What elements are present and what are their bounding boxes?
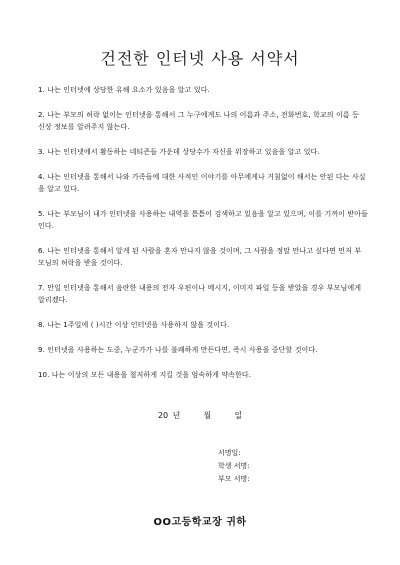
date-month-unit: 월 — [203, 411, 212, 420]
date-line — [0, 410, 400, 421]
pledge-item-5: 5. 나는 부모님이 내가 인터넷을 사용하는 내역을 틈틈이 검색하고 있음을 알고 있으며, 이를 기꺼이 받아들인다. — [38, 210, 368, 230]
pledge-item-1: 1. 나는 인터넷에 상당한 유해 요소가 있음을 알고 있다. — [38, 86, 210, 94]
pledge-item-3: 3. 나는 인터넷에서 활동하는 네티즌들 가운데 상당수가 자신을 위장하고 있음을 알고 있다. — [38, 148, 320, 156]
date-year-unit: 년 — [172, 411, 181, 420]
pledge-item-6: 6. 나는 인터넷을 통해서 알게 된 사람을 혼자 만나지 않을 것이며, 그 사람을 정말 만나고 싶다면 먼저 부모님의 허락을 받을 것이다. — [38, 247, 362, 267]
pledge-item-2: 2. 나는 부모의 허락 없이는 인터넷을 통해서 그 누구에게도 나의 이름과 주소, 전화번호, 학교의 이름 등 신상 정보를 알려주지 않는다. — [38, 111, 359, 131]
parent-signature-label: 부모 서명: — [218, 475, 250, 483]
pledge-item-7: 7. 만일 인터넷을 통해서 음란한 내용의 전자 우편이나 메시지, 이미지 파일 등을 받았을 경우 부모님에게 알리겠다. — [38, 284, 362, 304]
pledge-item-9: 9. 인터넷을 사용하는 도중, 누군가가 나를 불쾌하게 만든다면, 즉시 사용을 중단할 것이다. — [38, 346, 318, 354]
addressee: OO고등학교장 귀하 — [153, 517, 247, 528]
student-signature-label: 학생 서명: — [218, 462, 250, 470]
sign-date-label: 서명일: — [218, 449, 241, 457]
pledge-item-10: 10. 나는 이상의 모든 내용을 철저하게 지킬 것을 엄숙하게 약속한다. — [38, 371, 252, 379]
date-day-unit: 일 — [234, 411, 243, 420]
pledge-item-8: 8. 나는 1주일에 ( )시간 이상 인터넷을 사용하지 않을 것이다. — [38, 321, 230, 329]
pledge-list — [38, 84, 368, 394]
date-year: 20 — [157, 411, 169, 420]
pledge-item-4: 4. 나는 인터넷을 통해서 나와 가족들에 대한 사적인 이야기를 아무에게나 거침없이 해서는 안된 다는 사실을 알고 있다. — [38, 173, 366, 193]
signature-block — [218, 447, 250, 486]
document-title: 건전한 인터넷 사용 서약서 — [100, 49, 300, 68]
